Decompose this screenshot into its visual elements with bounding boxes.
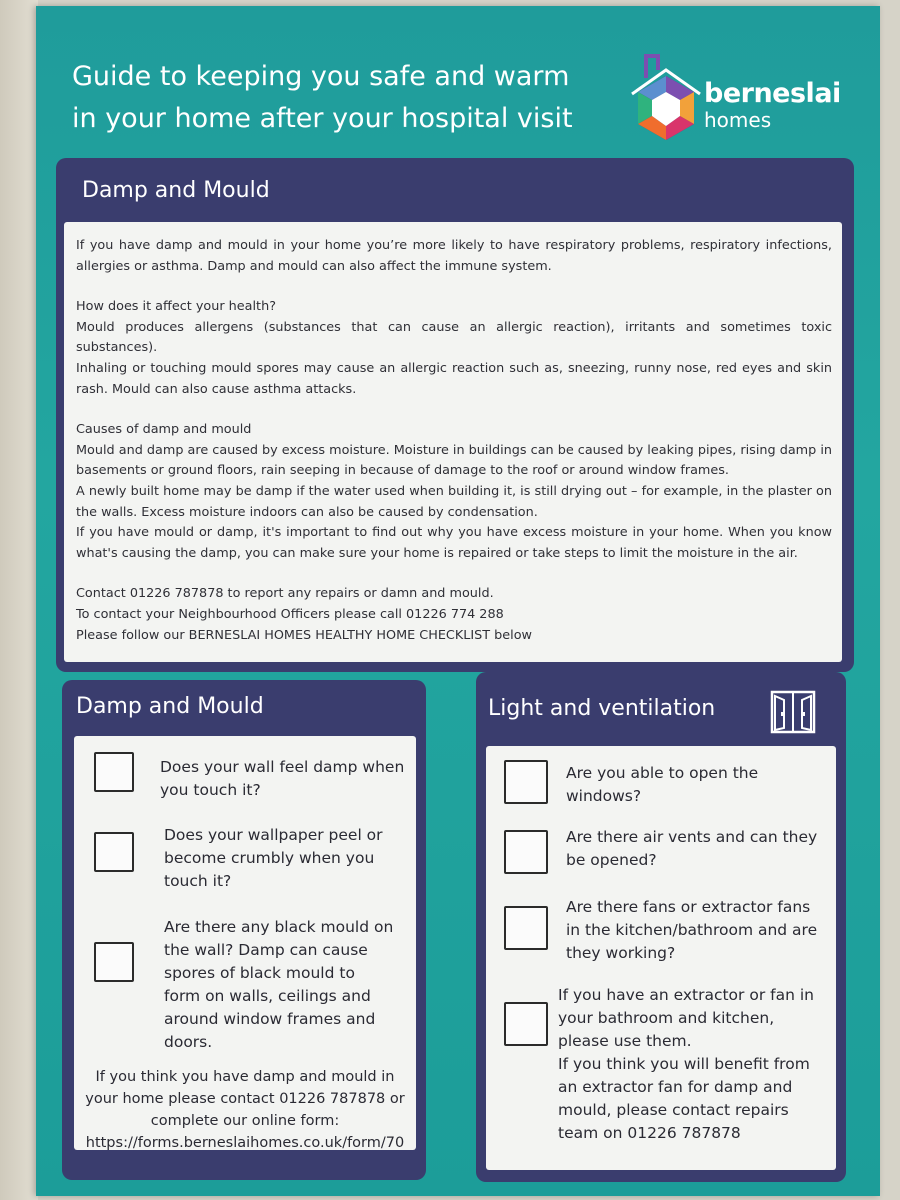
checklist-item-text: Does your wallpaper peel or become crumbly when you touch it?	[164, 826, 383, 890]
checklist-item-text: Are there any black mould on the wall? Damp can cause spores of black mould to form on walls, ceilings and around window frames and doors.	[164, 918, 394, 1051]
checkbox-extractor-fans[interactable]	[504, 906, 548, 950]
intro-paragraph: If you have damp and mould in your home you’re more likely to have respiratory problems, respiratory infections, allergies or asthma. Damp and mould can also affect the immune system.	[76, 238, 832, 274]
light-checklist-panel	[476, 672, 846, 1182]
info-panel-body	[64, 222, 842, 662]
page-edge	[0, 0, 38, 1200]
checkbox-black-mould[interactable]	[94, 942, 134, 982]
info-panel-title: Damp and Mould	[82, 178, 270, 203]
info-text	[76, 236, 832, 646]
contact-line-2: To contact your Neighbourhood Officers please call 01226 774 288	[76, 606, 504, 622]
light-checklist-body	[486, 746, 836, 1170]
checklist-item-text: Are there fans or extractor fans in the kitchen/bathroom and are they working?	[566, 898, 818, 962]
damp-checklist-panel	[62, 680, 426, 1180]
health-paragraph-1: Mould produces allergens (substances that can cause an allergic reaction), irritants and sometimes toxic substances).	[76, 319, 832, 356]
checklist-item-text: If you have an extractor or fan in your bathroom and kitchen, please use them. If you think you will benefit from an extractor fan for damp and mould, please contact repairs team on 01226 787878	[558, 986, 814, 1142]
causes-paragraph-3: If you have mould or damp, it's important to find out why you have excess moisture in your home. When you know what's causing the damp, you can make sure your home is repaired or take steps to limit the moisture in the air.	[76, 525, 832, 561]
causes-heading: Causes of damp and mould	[76, 422, 252, 438]
leaflet	[36, 6, 880, 1196]
checklist-item-text: Does your wall feel damp when you touch it?	[160, 758, 405, 799]
info-panel	[56, 158, 854, 672]
causes-paragraph-2: A newly built home may be damp if the water used when building it, is still drying out – for example, in the plaster on the walls. Excess moisture indoors can also be caused by condensation.	[76, 483, 832, 520]
damp-checklist-title: Damp and Mould	[76, 694, 264, 719]
health-heading: How does it affect your health?	[76, 299, 276, 315]
window-icon	[770, 690, 816, 734]
checkbox-open-windows[interactable]	[504, 760, 548, 804]
health-paragraph-2: Inhaling or touching mould spores may cause an allergic reaction such as, sneezing, runny nose, red eyes and skin rash. Mould can also cause asthma attacks.	[76, 360, 832, 397]
contact-line-3: Please follow our BERNESLAI HOMES HEALTHY HOME CHECKLIST below	[76, 627, 533, 643]
contact-line-1: Contact 01226 787878 to report any repairs or damn and mould.	[76, 586, 494, 602]
light-checklist-title: Light and ventilation	[488, 696, 716, 721]
checkbox-damp-wall[interactable]	[94, 752, 134, 792]
page-title: Guide to keeping you safe and warm in your home after your hospital visit	[72, 61, 573, 134]
checklist-item-text: Are there air vents and can they be opened?	[566, 828, 818, 869]
house-logo-icon	[628, 48, 708, 148]
causes-paragraph-1: Mould and damp are caused by excess moisture. Moisture in buildings can be caused by leaking pipes, rising damp in basements or ground floors, rain seeping in because of damage to the roof or around window frames.	[76, 442, 832, 479]
damp-checklist-body	[74, 736, 416, 1150]
damp-contact-note: If you think you have damp and mould in your home please contact 01226 787878 or complete our online form: https://forms.berneslaihomes.co.uk/form/70	[85, 1069, 405, 1151]
logo-subname: homes	[704, 108, 772, 132]
checkbox-wallpaper-peel[interactable]	[94, 832, 134, 872]
checklist-item-text: Are you able to open the windows?	[566, 764, 759, 805]
berneslai-logo	[628, 48, 848, 148]
checkbox-air-vents[interactable]	[504, 830, 548, 874]
checkbox-use-fans[interactable]	[504, 1002, 548, 1046]
logo-name: berneslai	[704, 78, 841, 109]
